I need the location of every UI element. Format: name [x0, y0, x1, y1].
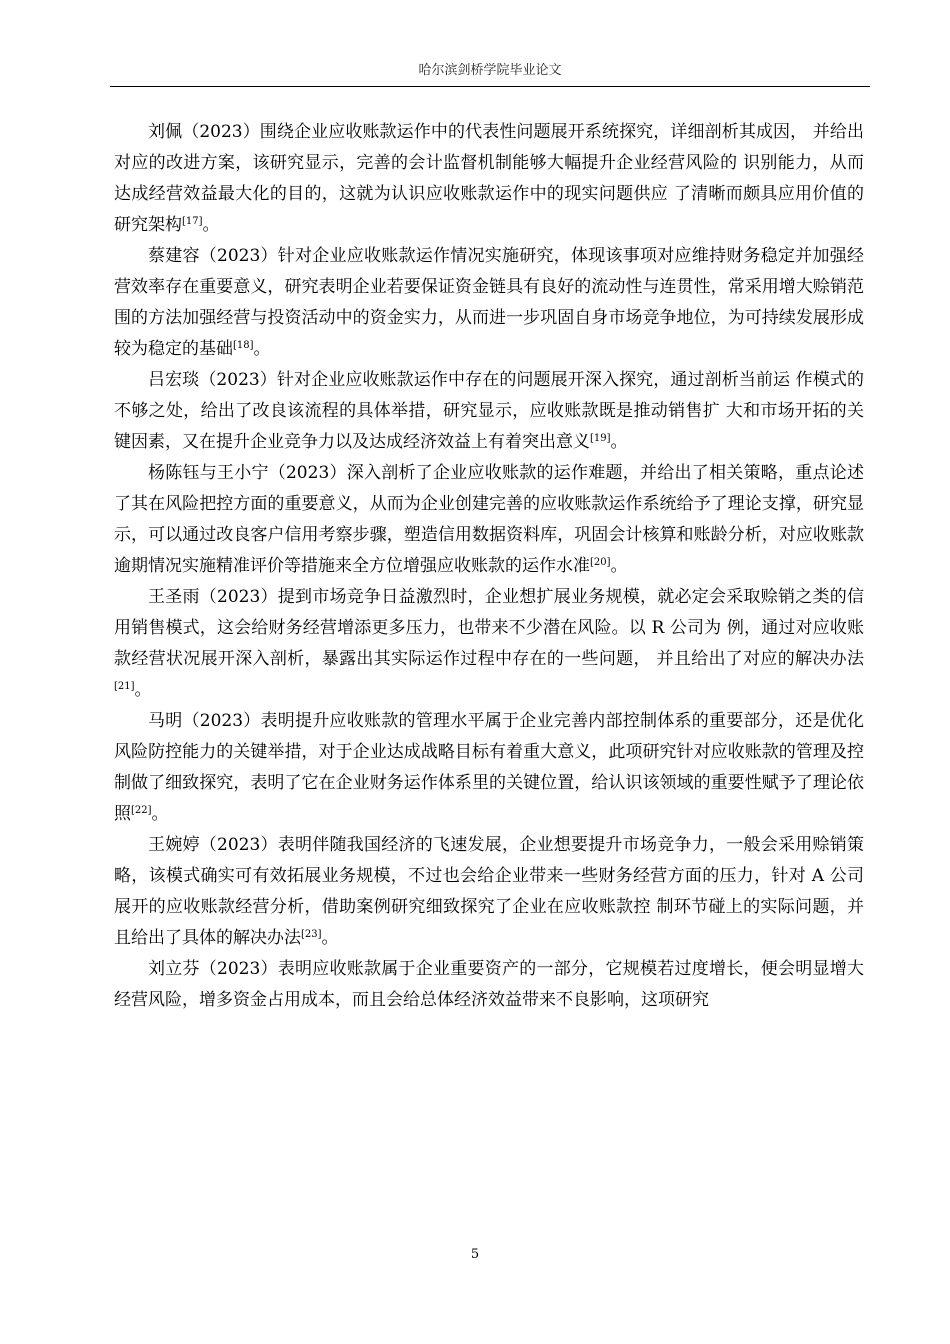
page-number: 5 — [470, 1247, 480, 1262]
paragraph-text: 杨陈钰与王小宁（2023）深入剖析了企业应收账款的运作难题，并给出了相关策略，重点论述了其在风险把控方面的重要意义，从而为企业创建完善的应收账款运作系统给予了理论支撑，研究显示，可以通过改良客户信用考察步骤，塑造信用数据资料库，巩固会计核算和账龄分析，对应收账款逾期情况实施精准评价等措施来全方位增强应收账款的运作水准 — [114, 463, 864, 576]
body-text — [114, 117, 864, 1016]
paragraph-text: 吕宏琰（2023）针对企业应收账款运作中存在的问题展开深入探究，通过剖析当前运 作模式的不够之处，给出了改良该流程的具体举措，研究显示，应收账款既是推动销售扩 大和市场开拓的关键因素，又在提升企业竞争力以及达成经济效益上有着突出意义 — [114, 370, 864, 452]
paragraph-yang-chenyu — [114, 458, 864, 582]
header-divider — [110, 86, 870, 87]
paragraph-end: 。 — [253, 339, 271, 359]
paragraph-wang-wanting — [114, 830, 864, 954]
paragraph-end: 。 — [610, 556, 628, 576]
citation: [20] — [590, 557, 611, 568]
paragraph-cai-jianrong — [114, 241, 864, 365]
citation: [17] — [182, 216, 203, 227]
paragraph-end: 。 — [151, 804, 169, 824]
paragraph-text: 王圣雨（2023）提到市场竞争日益激烈时，企业想扩展业务规模，就必定会采取赊销之类的信用销售模式，这会给财务经营增添更多压力，也带来不少潜在风险。以 R 公司为 例，通过对应收账款经营状况展开深入剖析，暴露出其实际运作过程中存在的一些问题， 并且给出了对应的解决办法 — [114, 587, 864, 669]
paragraph-wang-shengyu — [114, 582, 864, 706]
paragraph-end: 。 — [202, 215, 220, 235]
paragraph-lv-hongyan — [114, 365, 864, 458]
citation: [18] — [233, 340, 254, 351]
citation: [23] — [301, 929, 322, 940]
paragraph-end: 。 — [134, 680, 152, 700]
paragraph-text: 蔡建容（2023）针对企业应收账款运作情况实施研究，体现该事项对应维持财务稳定并加强经营效率存在重要意义，研究表明企业若要保证资金链具有良好的流动性与连贯性，常采用增大赊销范围的方法加强经营与投资活动中的资金实力，从而进一步巩固自身市场竞争地位，为可持续发展形成较为稳定的基础 — [114, 246, 864, 359]
paragraph-text: 刘立芬（2023）表明应收账款属于企业重要资产的一部分，它规模若过度增长，便会明显增大经营风险，增多资金占用成本，而且会给总体经济效益带来不良影响，这项研究 — [114, 959, 864, 1010]
paragraph-text: 马明（2023）表明提升应收账款的管理水平属于企业完善内部控制体系的重要部分，还是优化风险防控能力的关键举措，对于企业达成战略目标有着重大意义，此项研究针对应收账款的管理及控制做了细致探究，表明了它在企业财务运作体系里的关键位置，给认识该领域的重要性赋予了理论依照 — [114, 711, 864, 824]
paragraph-ma-ming — [114, 706, 864, 830]
paragraph-text: 刘佩（2023）围绕企业应收账款运作中的代表性问题展开系统探究，详细剖析其成因， 并给出对应的改进方案，该研究显示，完善的会计监督机制能够大幅提升企业经营风险的 识别能力，从而达成经营效益最大化的目的，这就为认识应收账款运作中的现实问题供应 了清晰而颇具应用价值的研究架构 — [114, 122, 864, 235]
citation: [22] — [131, 805, 152, 816]
citation: [21] — [114, 681, 135, 692]
paragraph-end: 。 — [610, 432, 628, 452]
paragraph-text: 王婉婷（2023）表明伴随我国经济的飞速发展，企业想要提升市场竞争力，一般会采用赊销策略，该模式确实可有效拓展业务规模，不过也会给企业带来一些财务经营方面的压力，针对 A 公司展开的应收账款经营分析，借助案例研究细致探究了企业在应收账款控 制环节碰上的实际问题，并且给出了具体的解决办法 — [114, 835, 864, 948]
paragraph-end: 。 — [321, 928, 339, 948]
paragraph-liu-pei — [114, 117, 864, 241]
paragraph-liu-lifen — [114, 954, 864, 1016]
page-header: 哈尔滨剑桥学院毕业论文 — [418, 63, 562, 78]
citation: [19] — [590, 433, 611, 444]
